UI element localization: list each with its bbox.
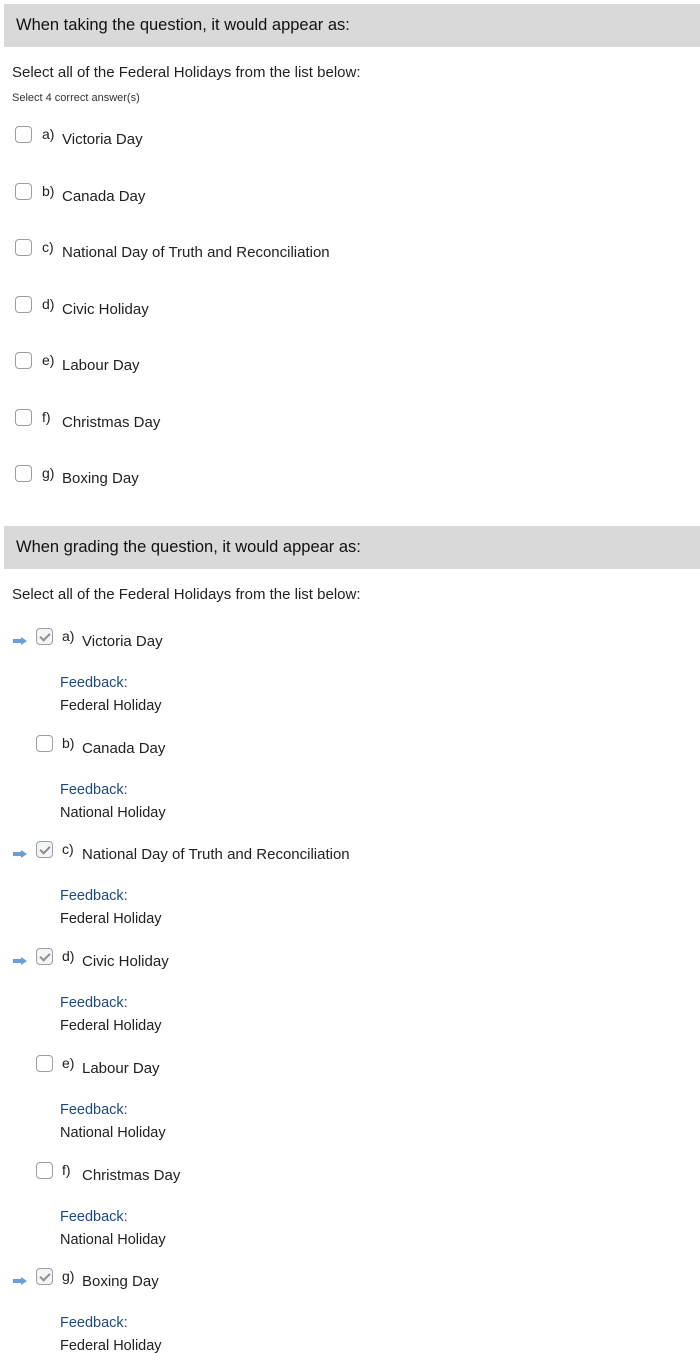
option-label: Victoria Day <box>82 633 163 650</box>
feedback-text: Federal Holiday <box>60 911 162 928</box>
checkbox[interactable] <box>15 126 32 143</box>
option-label: Christmas Day <box>62 413 161 431</box>
option-letter: e) <box>62 1054 75 1071</box>
option-label: Boxing Day <box>62 470 139 487</box>
checkbox[interactable] <box>15 296 32 313</box>
option-label: Labour Day <box>82 1059 160 1077</box>
checkbox <box>36 948 53 965</box>
option-label: National Day of Truth and Reconciliation <box>62 244 330 261</box>
feedback-text: Federal Holiday <box>60 698 162 714</box>
checkbox[interactable] <box>15 239 32 256</box>
option-letter: e) <box>42 352 55 368</box>
feedback-label: Feedback: <box>60 675 128 691</box>
instruction: Select 4 correct answer(s) <box>12 92 140 104</box>
option-letter: g) <box>62 1268 75 1285</box>
option-letter: b) <box>62 734 75 751</box>
option-label: Labour Day <box>62 357 140 374</box>
option-letter: g) <box>42 465 55 481</box>
option-label: Boxing Day <box>82 1273 159 1291</box>
option-label: Christmas Day <box>82 1166 181 1184</box>
checkbox <box>36 1055 53 1072</box>
feedback-label: Feedback: <box>60 888 128 905</box>
option-letter: a) <box>42 126 55 142</box>
checkbox <box>36 1268 53 1285</box>
option-label: Civic Holiday <box>62 300 149 318</box>
feedback-label: Feedback: <box>60 1208 128 1225</box>
option-label: Victoria Day <box>62 131 143 148</box>
feedback-text: National Holiday <box>60 1124 166 1141</box>
checkbox[interactable] <box>15 465 32 482</box>
option-letter: f) <box>62 1161 71 1178</box>
option-letter: d) <box>42 295 55 312</box>
option-letter: b) <box>42 182 55 199</box>
option-label: Canada Day <box>62 187 146 205</box>
checkbox[interactable] <box>15 409 32 426</box>
taking-question: Select all of the Federal Holidays from the list below: <box>12 64 361 81</box>
option-label: Civic Holiday <box>82 953 169 971</box>
option-letter: a) <box>62 628 75 644</box>
feedback-label: Feedback: <box>60 1315 128 1332</box>
correct-arrow-icon <box>13 952 27 960</box>
option-label: National Day of Truth and Reconciliation <box>82 846 350 864</box>
checkbox <box>36 841 53 858</box>
option-label: Canada Day <box>82 739 166 757</box>
correct-arrow-icon <box>13 632 27 640</box>
feedback-label: Feedback: <box>60 1101 128 1118</box>
feedback-text: Federal Holiday <box>60 1338 162 1355</box>
checkbox <box>36 628 53 645</box>
option-letter: c) <box>42 239 54 255</box>
correct-arrow-icon <box>13 845 27 853</box>
feedback-text: National Holiday <box>60 804 166 821</box>
feedback-label: Feedback: <box>60 781 128 798</box>
option-letter: c) <box>62 841 74 858</box>
grading-question: Select all of the Federal Holidays from the list below: <box>12 586 361 603</box>
feedback-text: National Holiday <box>60 1231 166 1248</box>
checkbox <box>36 735 53 752</box>
taking-header: When taking the question, it would appear as: <box>4 4 700 47</box>
checkbox[interactable] <box>15 352 32 369</box>
checkbox <box>36 1162 53 1179</box>
feedback-text: Federal Holiday <box>60 1018 162 1035</box>
checkbox[interactable] <box>15 183 32 200</box>
option-letter: d) <box>62 948 75 965</box>
feedback-label: Feedback: <box>60 995 128 1012</box>
option-letter: f) <box>42 408 51 425</box>
correct-arrow-icon <box>13 1272 27 1280</box>
grading-header: When grading the question, it would appear as: <box>4 526 700 569</box>
